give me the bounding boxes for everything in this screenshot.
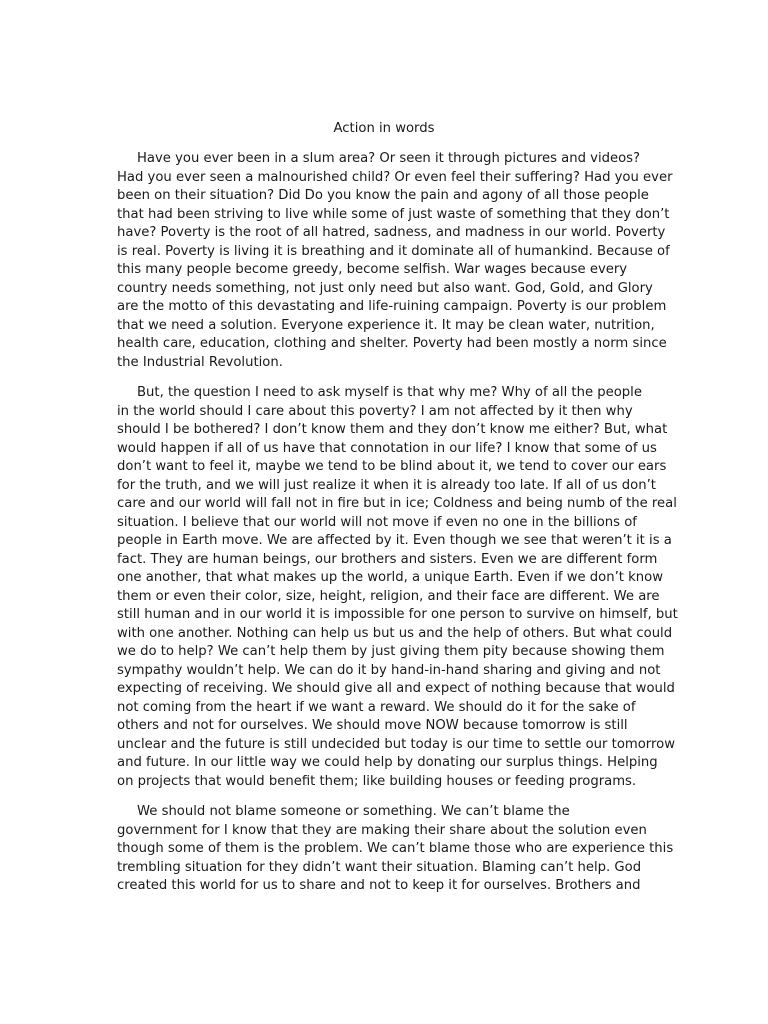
text-line: is real. Poverty is living it is breathing and it dominate all of humankind. Because of bbox=[117, 243, 670, 259]
text-line: Have you ever been in a slum area? Or seen it through pictures and videos? bbox=[137, 151, 641, 166]
text-line: are the motto of this devastating and life-ruining campaign. Poverty is our problem bbox=[117, 299, 667, 314]
text-line: that we need a solution. Everyone experience it. It may be clean water, nutrition, bbox=[117, 317, 655, 333]
text-line: with one another. Nothing can help us but us and the help of others. But what could bbox=[117, 625, 673, 641]
text-line: the Industrial Revolution. bbox=[117, 354, 283, 370]
text-line: still human and in our world it is impossible for one person to survive on himself, but bbox=[117, 607, 678, 622]
text-line: not coming from the heart if we want a reward. We should do it for the sake of bbox=[117, 699, 636, 715]
text-line: this many people become greedy, become selfish. War wages because every bbox=[117, 262, 628, 277]
paragraph-2 bbox=[117, 384, 677, 791]
text-line: in the world should I care about this poverty? I am not affected by it then why bbox=[117, 403, 633, 419]
text-line: one another, that what makes up the world, a unique Earth. Even if we don’t know bbox=[117, 570, 663, 585]
text-line: trembling situation for they didn’t want their situation. Blaming can’t help. God bbox=[117, 859, 642, 875]
text-line: government for I know that they are making their share about the solution even bbox=[117, 822, 647, 838]
text-line: should I be bothered? I don’t know them and they don’t know me either? But, what bbox=[117, 422, 668, 437]
text-line: we do to help? We can’t help them by just giving them pity because showing them bbox=[117, 644, 665, 659]
paragraph-1 bbox=[117, 150, 677, 372]
text-line: for the truth, and we will just realize it when it is already too late. If all of us don’t bbox=[117, 477, 656, 493]
text-line: don’t want to feel it, maybe we tend to be blind about it, we tend to cover our ears bbox=[117, 459, 667, 474]
text-line: have? Poverty is the root of all hatred, sadness, and madness in our world. Poverty bbox=[117, 225, 666, 240]
text-line: created this world for us to share and not to keep it for ourselves. Brothers and bbox=[117, 878, 641, 893]
text-line: them or even their color, size, height, religion, and their face are different. We are bbox=[117, 588, 660, 604]
text-line: Had you ever seen a malnourished child? Or even feel their suffering? Had you ever bbox=[117, 169, 673, 185]
text-line: We should not blame someone or something. We can’t blame the bbox=[137, 804, 570, 819]
text-line: sympathy wouldn’t help. We can do it by hand-in-hand sharing and giving and not bbox=[117, 662, 661, 678]
text-line: care and our world will fall not in fire but in ice; Coldness and being numb of the real bbox=[117, 496, 677, 511]
text-line: situation. I believe that our world will not move if even no one in the billions of bbox=[117, 514, 637, 530]
text-line: been on their situation? Did Do you know the pain and agony of all those people bbox=[117, 188, 649, 203]
text-line: on projects that would benefit them; like building houses or feeding programs. bbox=[117, 773, 637, 789]
document-title: Action in words bbox=[333, 121, 435, 136]
text-line: unclear and the future is still undecided but today is our time to settle our tomorrow bbox=[117, 736, 675, 752]
text-line: though some of them is the problem. We can’t blame those who are experience this bbox=[117, 841, 674, 856]
text-line: country needs something, not just only need but also want. God, Gold, and Glory bbox=[117, 280, 653, 296]
text-line: that had been striving to live while some of just waste of something that they don’t bbox=[117, 206, 670, 222]
text-line: others and not for ourselves. We should move NOW because tomorrow is still bbox=[117, 718, 628, 733]
text-line: expecting of receiving. We should give all and expect of nothing because that would bbox=[117, 681, 675, 696]
text-line: fact. They are human beings, our brothers and sisters. Even we are different form bbox=[117, 551, 658, 567]
text-line: health care, education, clothing and shelter. Poverty had been mostly a norm since bbox=[117, 336, 667, 351]
text-line: people in Earth move. We are affected by it. Even though we see that weren’t it is a bbox=[117, 533, 672, 548]
paragraph-3 bbox=[117, 803, 677, 896]
text-line: and future. In our little way we could help by donating our surplus things. Helping bbox=[117, 755, 658, 770]
text-line: But, the question I need to ask myself is that why me? Why of all the people bbox=[137, 385, 642, 400]
text-line: would happen if all of us have that connotation in our life? I know that some of us bbox=[117, 440, 657, 456]
